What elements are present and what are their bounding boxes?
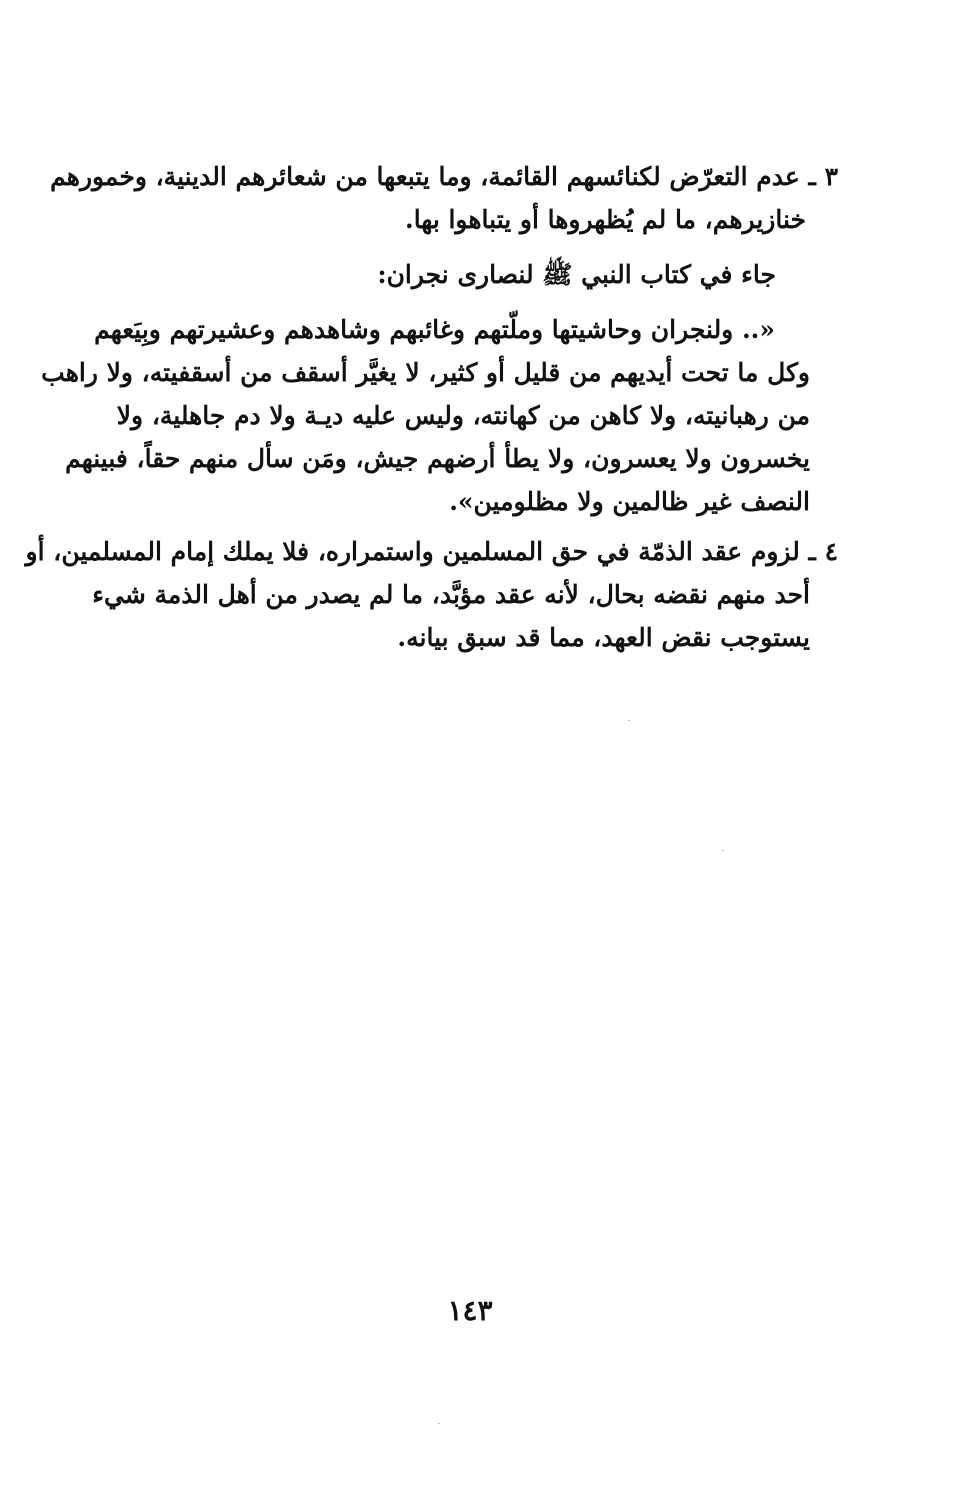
- scan-speck: [722, 850, 724, 851]
- scan-speck: [438, 1423, 440, 1424]
- quote-line-3: من رهبانيته، ولا كاهن من كهانته، وليس عليه ديـة ولا دم جاهلية، ولا: [116, 401, 810, 430]
- intro-line: جاء في كتاب النبي ﷺ لنصارى نجران:: [377, 260, 776, 289]
- item-4-line-2: أحد منهم نقضه بحال، لأنه عقد مؤبَّد، ما لم يصدر من أهل الذمة شيء: [92, 580, 810, 609]
- quote-line-5: النصف غير ظالمين ولا مظلومين».: [449, 487, 810, 516]
- quote-line-1: «.. ولنجران وحاشيتها وملّتهم وغائبهم وشاهدهم وعشيرتهم وبِيَعهم: [94, 315, 775, 344]
- scan-speck: [628, 720, 630, 721]
- item-3-line-2: خنازيرهم، ما لم يُظهروها أو يتباهوا بها.: [404, 205, 806, 234]
- item-3-line-1: ٣ ـ عدم التعرّض لكنائسهم القائمة، وما يتبعها من شعائرهم الدينية، وخمورهم: [50, 162, 838, 191]
- page-number: ١٤٣: [447, 1294, 493, 1327]
- quote-line-2: وكل ما تحت أيديهم من قليل أو كثير، لا يغيَّر أسقف من أسقفيته، ولا راهب: [41, 358, 810, 387]
- quote-line-4: يخسرون ولا يعسرون، ولا يطأ أرضهم جيش، ومَن سأل منهم حقاً، فبينهم: [65, 444, 810, 473]
- item-4-line-3: يستوجب نقض العهد، مما قد سبق بيانه.: [397, 623, 810, 652]
- item-4-line-1: ٤ ـ لزوم عقد الذمّة في حق المسلمين واستمراره، فلا يملك إمام المسلمين، أو: [25, 537, 838, 566]
